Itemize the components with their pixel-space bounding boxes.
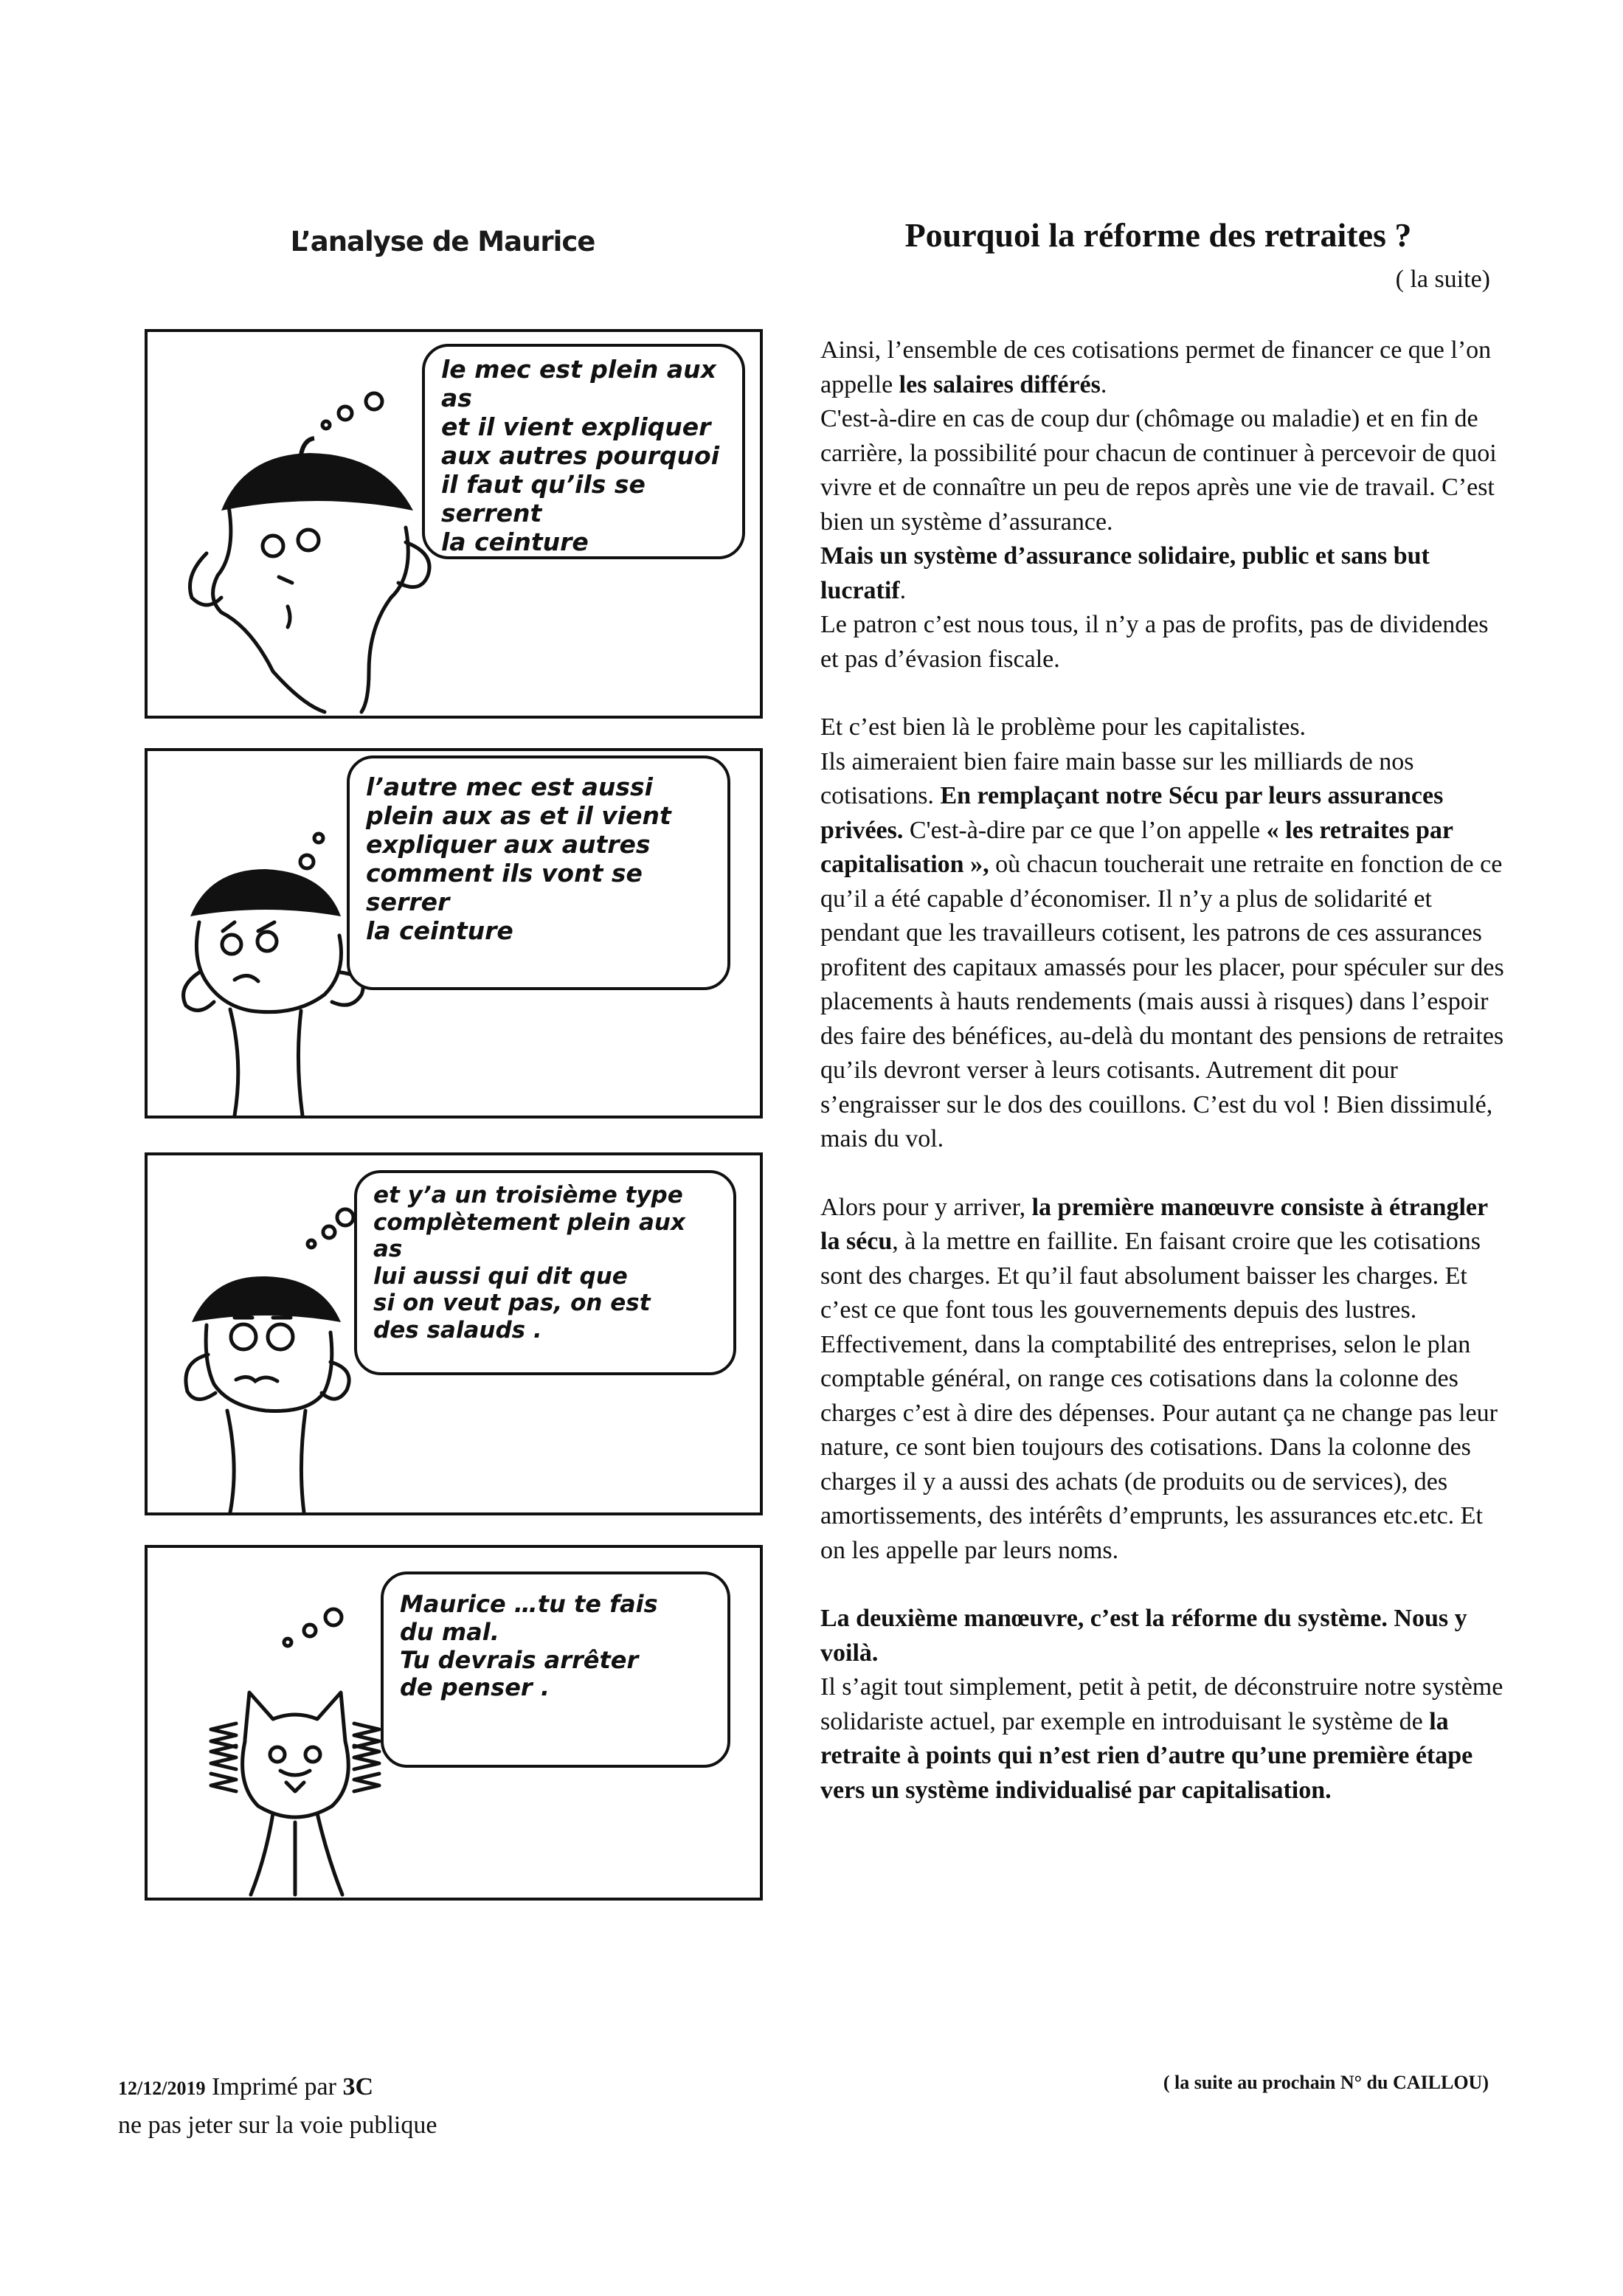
comic-panel-4 [145, 1545, 763, 1901]
comic-panel-3 [145, 1152, 763, 1515]
paragraph-2 [820, 710, 1506, 1157]
bubble-line: la ceinture [366, 916, 513, 945]
paragraph-1 [820, 333, 1506, 677]
comic-title: L’analyse de Maurice [290, 226, 595, 257]
speech-bubble-2 [347, 755, 730, 990]
article-body [820, 333, 1506, 1808]
text: Effectivement, dans la comptabilité des entreprises, selon le plan comptable général, on range ces cotisations dans la colonne des charges c’est à dire des dépenses. Pour autant ça ne change pas leur nature, ce sont bien toujours des cotisations. Dans la colonne des charges il y a aussi des achats (de produits ou de services), des amortissements, des intérêts d’emprunts, les assurances etc.etc. Et on les appelle par leurs noms. [820, 1330, 1498, 1564]
text: Il s’agit tout simplement, petit à petit, de déconstruire notre système solidariste actuel, par exemple en introduisant le système de [820, 1673, 1503, 1735]
text: C'est-à-dire par ce que l’on appelle [903, 816, 1267, 844]
emphasis: Mais un système d’assurance solidaire, public et sans but lucratif [820, 542, 1430, 604]
text: Ils aimeraient bien faire main basse sur les milliards de nos cotisations. [820, 747, 1414, 809]
article-subtitle: ( la suite) [1395, 266, 1490, 293]
print-date: 12/12/2019 [118, 2078, 206, 2099]
bubble-line: le mec est plein aux as [441, 355, 716, 412]
footer-print-info [118, 2069, 437, 2144]
litter-notice: ne pas jeter sur la voie publique [118, 2112, 437, 2139]
bubble-line: lui aussi qui dit que [373, 1262, 628, 1290]
bubble-line: plein aux as et il vient [366, 801, 671, 830]
paragraph-4 [820, 1602, 1506, 1808]
text: . [1100, 370, 1107, 398]
bubble-line: la ceinture [441, 527, 589, 556]
bubble-line: Maurice …tu te fais [400, 1590, 658, 1618]
speech-bubble-3 [354, 1170, 736, 1375]
bubble-line: et y’a un troisième type [373, 1182, 683, 1208]
emphasis: les salaires différés [899, 370, 1101, 398]
text: Et c’est bien là le problème pour les capitalistes. [820, 713, 1307, 741]
bubble-line: si on veut pas, on est [373, 1290, 651, 1317]
bubble-line: il faut qu’ils se serrent [441, 469, 646, 528]
continued-note: ( la suite au prochain N° du CAILLOU) [1163, 2072, 1489, 2093]
printer-name: 3C [342, 2073, 374, 2100]
printed-by-label: Imprimé par [211, 2073, 336, 2100]
bubble-line: l’autre mec est aussi [366, 772, 653, 801]
comic-panel-2 [145, 748, 763, 1118]
emphasis: « les retraites par capitalisation », [820, 816, 1453, 878]
bubble-line: du mal. [400, 1617, 499, 1646]
bubble-line: et il vient expliquer [441, 412, 711, 441]
text: Ainsi, l’ensemble de ces cotisations permet de financer ce que l’on appelle [820, 336, 1492, 398]
text: où chacun toucherait une retraite en fonction de ce qu’il a été capable d’économiser. Il n’y a plus de solidarité et pendant que les travailleurs cotisent, les patrons de ces assurances profitent des capitaux amassés pour les placer, pour spéculer sur des placements à hauts rendements (mais aussi à risques) dans l’espoir des faire des bénéfices, au-delà du montant des pensions de retraites qu’ils devront verser à leurs cotisants. Autrement dit pour s’engraisser sur le dos des couillons. C’est du vol ! Bien dissimulé, mais du vol. [820, 851, 1504, 1152]
bubble-line: comment ils vont se serrer [366, 858, 643, 916]
bubble-line: de penser . [400, 1673, 550, 1702]
text: Le patron c’est nous tous, il n’y a pas de profits, pas de dividendes et pas d’évasion fiscale. [820, 611, 1489, 673]
bubble-line: Tu devrais arrêter [400, 1645, 639, 1674]
text: C'est-à-dire en cas de coup dur (chômage ou maladie) et en fin de carrière, la possibilité pour chacun de continuer à percevoir de quoi vivre et de connaître un peu de repos après une vie de travail. C’est bien un système d’assurance. [820, 405, 1497, 536]
comic-panel-1 [145, 329, 763, 719]
article-title: Pourquoi la réforme des retraites ? [904, 216, 1412, 254]
paragraph-3 [820, 1191, 1506, 1569]
emphasis: En remplaçant notre Sécu par leurs assurances privées. [820, 782, 1444, 844]
emphasis: la retraite à points qui n’est rien d’autre qu’une première étape vers un système individualisé par capitalisation. [820, 1707, 1473, 1804]
emphasis: La deuxième manœuvre, c’est la réforme du système. Nous y voilà. [820, 1605, 1467, 1667]
emphasis: la première manœuvre consiste à étrangler la sécu [820, 1193, 1488, 1255]
bubble-line: des salauds . [373, 1316, 542, 1344]
bubble-line: complètement plein aux as [373, 1208, 685, 1263]
text: , à la mettre en faillite. En faisant croire que les cotisations sont des charges. Et qu’il faut absolument baisser les charges. Et c’est ce que font tous les gouvernements depuis des lustres. [820, 1228, 1481, 1324]
text: . [899, 576, 907, 604]
speech-bubble-4 [381, 1571, 730, 1768]
text: Alors pour y arriver, [820, 1193, 1032, 1221]
bubble-line: aux autres pourquoi [441, 440, 720, 470]
speech-bubble-1 [422, 344, 745, 559]
bubble-line: expliquer aux autres [366, 829, 651, 859]
